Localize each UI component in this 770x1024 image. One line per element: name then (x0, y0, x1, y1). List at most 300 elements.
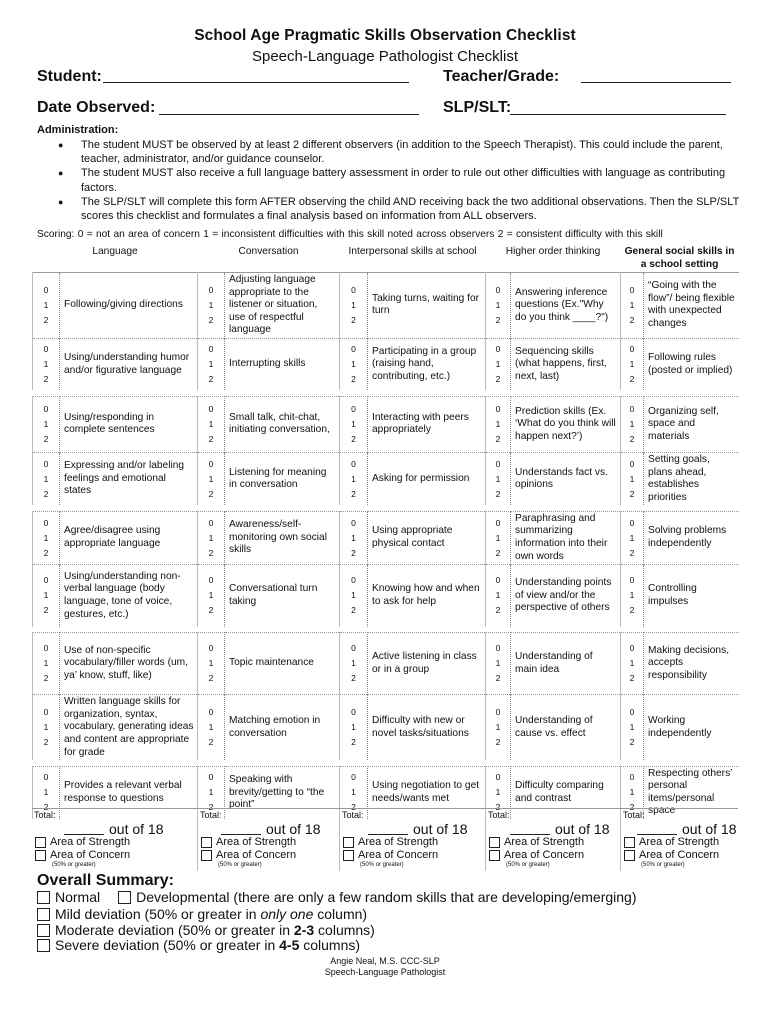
score-options[interactable] (33, 565, 60, 627)
administration-item: ● The SLP/SLT will complete this form AFTER observing the child AND receiving back the two additional observations. Then the SLP/SLT scores this checklist and formulates a final analysis based on information from ALL observers. (58, 195, 740, 223)
area-of-strength-option[interactable]: Area of Strength (201, 836, 296, 848)
score-option[interactable]: 2 (43, 314, 49, 325)
summary-row-normal-developmental: Normal Developmental (there are only a few random skills that are developing/emerging) (37, 889, 637, 905)
skill-description: Listening for meaning in conversation (225, 452, 340, 505)
score-option[interactable]: 0 (351, 575, 356, 586)
score-option[interactable]: 2 (351, 547, 356, 558)
score-options[interactable] (33, 338, 60, 390)
score-option[interactable]: 0 (351, 458, 356, 469)
score-option[interactable]: 0 (495, 772, 501, 783)
score-option[interactable]: 0 (43, 575, 49, 586)
skill-description: Setting goals, plans ahead, establishes priorities (644, 452, 739, 505)
score-options[interactable] (33, 452, 60, 505)
score-option[interactable]: 1 (208, 473, 214, 484)
area-of-concern-option[interactable]: Area of Concern (201, 849, 296, 861)
score-option[interactable]: 1 (629, 658, 635, 669)
score-option[interactable]: 1 (351, 787, 356, 798)
column-header-language: Language (92, 246, 138, 257)
score-option[interactable]: 1 (351, 359, 356, 370)
score-option[interactable]: 0 (351, 707, 356, 718)
score-option[interactable]: 0 (495, 403, 501, 414)
score-option[interactable]: 2 (495, 737, 501, 748)
skill-description: Understanding of cause vs. effect (511, 695, 621, 760)
total-label: Total: (623, 810, 645, 820)
score-option[interactable]: 1 (495, 658, 501, 669)
score-option[interactable]: 1 (629, 590, 635, 601)
scoring-legend: Scoring: 0 = not an area of concern 1 = inconsistent difficulties with this skill noted across observers 2 = consistent difficulty with this skill (37, 229, 663, 240)
slp-slt-label: SLP/SLT: (443, 99, 512, 116)
score-options[interactable] (621, 511, 644, 564)
score-option[interactable]: 0 (495, 344, 501, 355)
score-options[interactable] (198, 273, 225, 339)
score-options[interactable] (486, 452, 511, 505)
skill-description: Understanding points of view and/or the perspective of others (511, 565, 621, 627)
skill-description: Following/giving directions (60, 273, 198, 339)
score-option[interactable]: 1 (495, 722, 501, 733)
score-option[interactable]: 0 (43, 458, 49, 469)
score-option[interactable]: 1 (208, 299, 214, 310)
score-option[interactable]: 2 (351, 314, 356, 325)
date-observed-field[interactable] (159, 114, 419, 115)
score-option[interactable]: 0 (495, 517, 501, 528)
score-option[interactable]: 0 (495, 643, 501, 654)
score-options[interactable] (486, 695, 511, 760)
score-option[interactable]: 2 (208, 737, 214, 748)
score-option[interactable]: 2 (351, 802, 356, 813)
score-option[interactable]: 0 (208, 284, 214, 295)
administration-item: ● The student MUST be observed by at least 2 different observers (in addition to the Speech Therapist). This could include the parent, teacher, administrator, and/or guidance counselor. (58, 139, 723, 166)
skill-description: Making decisions, accepts responsibility (644, 633, 739, 695)
score-option[interactable]: 1 (351, 590, 356, 601)
score-option[interactable]: 0 (351, 517, 356, 528)
score-option[interactable]: 2 (43, 737, 49, 748)
score-option[interactable]: 0 (43, 403, 49, 414)
strength-checkbox[interactable] (624, 837, 635, 848)
score-option[interactable]: 2 (629, 547, 635, 558)
score-options[interactable] (621, 396, 644, 452)
strength-checkbox[interactable] (201, 837, 212, 848)
total-score-field[interactable] (637, 823, 677, 835)
score-option[interactable]: 1 (208, 359, 214, 370)
score-option[interactable]: 0 (208, 643, 214, 654)
score-option[interactable]: 1 (629, 787, 635, 798)
score-option[interactable]: 0 (351, 344, 356, 355)
total-score-field[interactable] (368, 823, 408, 835)
score-option[interactable]: 0 (208, 772, 214, 783)
score-option[interactable]: 2 (208, 488, 214, 499)
score-options[interactable] (621, 273, 644, 339)
area-of-concern-option[interactable]: Area of Concern (489, 849, 584, 861)
score-option[interactable]: 2 (351, 374, 356, 385)
skill-description: Small talk, chit-chat, initiating conversation, (225, 396, 340, 452)
skill-description: Using/responding in complete sentences (60, 396, 198, 452)
score-options[interactable] (33, 633, 60, 695)
score-option[interactable]: 2 (43, 488, 49, 499)
score-option[interactable]: 1 (495, 299, 501, 310)
checklist-row (33, 565, 739, 627)
date-observed-label: Date Observed: (37, 99, 156, 116)
score-options[interactable] (340, 396, 368, 452)
skills-checklist-table (32, 245, 739, 819)
score-option[interactable]: 0 (43, 707, 49, 718)
score-option[interactable]: 0 (43, 517, 49, 528)
score-option[interactable]: 0 (43, 772, 49, 783)
score-option[interactable]: 2 (208, 433, 214, 444)
score-option[interactable]: 0 (495, 575, 501, 586)
score-option[interactable]: 1 (208, 658, 214, 669)
mild-deviation-checkbox[interactable] (37, 908, 50, 921)
score-options[interactable] (486, 273, 511, 339)
strength-checkbox[interactable] (343, 837, 354, 848)
score-options[interactable] (198, 633, 225, 695)
skill-description: Speaking with brevity/getting to “the point” (225, 766, 340, 819)
score-options[interactable] (340, 565, 368, 627)
score-option[interactable]: 0 (495, 458, 501, 469)
score-option[interactable]: 2 (351, 433, 356, 444)
score-option[interactable]: 2 (629, 802, 635, 813)
total-score: out of 18 (637, 821, 737, 837)
slp-slt-field[interactable] (510, 114, 726, 115)
skill-description: Understanding of main idea (511, 633, 621, 695)
score-options[interactable] (198, 452, 225, 505)
total-column (197, 809, 339, 871)
total-score-field[interactable] (64, 823, 104, 835)
score-option[interactable]: 0 (629, 772, 635, 783)
concern-checkbox[interactable] (201, 850, 212, 861)
total-score: out of 18 (510, 821, 610, 837)
developmental-checkbox[interactable] (118, 891, 131, 904)
score-option[interactable]: 1 (208, 418, 214, 429)
page-title: School Age Pragmatic Skills Observation Checklist (194, 27, 576, 44)
score-option[interactable]: 2 (208, 374, 214, 385)
score-option[interactable]: 1 (629, 299, 635, 310)
severe-deviation-checkbox[interactable] (37, 939, 50, 952)
score-option[interactable]: 0 (351, 643, 356, 654)
score-option[interactable]: 0 (208, 344, 214, 355)
skill-description: Solving problems independently (644, 511, 739, 564)
total-score: out of 18 (221, 821, 321, 837)
score-option[interactable]: 2 (495, 433, 501, 444)
skill-description: Respecting others’ personal items/personal space (644, 766, 739, 819)
summary-row-mild: Mild deviation (50% or greater in only one column) (37, 906, 367, 922)
score-options[interactable] (340, 338, 368, 390)
score-option[interactable]: 2 (495, 314, 501, 325)
score-option[interactable]: 1 (208, 722, 214, 733)
skill-description: Using negotiation to get needs/wants met (368, 766, 486, 819)
score-options[interactable] (33, 695, 60, 760)
checklist-body (33, 273, 739, 820)
score-option[interactable]: 1 (43, 299, 49, 310)
student-field[interactable] (103, 82, 409, 83)
score-option[interactable]: 2 (629, 737, 635, 748)
score-option[interactable]: 2 (495, 605, 501, 616)
total-label: Total: (488, 810, 510, 820)
score-option[interactable]: 0 (351, 284, 356, 295)
concern-threshold-note: (50% or greater) (360, 862, 404, 868)
score-option[interactable]: 0 (629, 517, 635, 528)
score-options[interactable] (33, 273, 60, 339)
score-option[interactable]: 1 (351, 473, 356, 484)
skill-description: Matching emotion in conversation (225, 695, 340, 760)
score-option[interactable]: 0 (629, 344, 635, 355)
score-options[interactable] (340, 633, 368, 695)
strength-checkbox[interactable] (489, 837, 500, 848)
score-option[interactable]: 1 (495, 359, 501, 370)
strength-checkbox[interactable] (35, 837, 46, 848)
concern-checkbox[interactable] (35, 850, 46, 861)
total-score-field[interactable] (510, 823, 550, 835)
score-options[interactable] (198, 338, 225, 390)
skill-description: Sequencing skills (what happens, first, next, last) (511, 338, 621, 390)
skill-description: Interrupting skills (225, 338, 340, 390)
area-of-concern-option[interactable]: Area of Concern (624, 849, 719, 861)
score-option[interactable]: 0 (629, 643, 635, 654)
score-option[interactable]: 0 (495, 707, 501, 718)
footer-role: Speech-Language Pathologist (324, 967, 446, 977)
score-option[interactable]: 2 (629, 605, 635, 616)
total-column (620, 809, 738, 871)
administration-heading: Administration: (37, 124, 119, 136)
skill-description: Difficulty with new or novel tasks/situations (368, 695, 486, 760)
score-option[interactable]: 1 (495, 787, 501, 798)
score-option[interactable]: 2 (43, 673, 49, 684)
student-label: Student: (37, 68, 102, 85)
score-options[interactable] (486, 396, 511, 452)
score-option[interactable]: 1 (629, 359, 635, 370)
score-option[interactable]: 1 (495, 590, 501, 601)
skill-description: Using/understanding non-verbal language (body language, tone of voice, gestures, etc.) (60, 565, 198, 627)
area-of-strength-option[interactable]: Area of Strength (489, 836, 584, 848)
score-option[interactable]: 0 (629, 458, 635, 469)
score-option[interactable]: 1 (629, 473, 635, 484)
score-option[interactable]: 0 (629, 284, 635, 295)
checklist-row (33, 338, 739, 390)
skill-description: Prediction skills (Ex. ‘What do you think will happen next?’) (511, 396, 621, 452)
concern-checkbox[interactable] (489, 850, 500, 861)
score-option[interactable]: 1 (43, 418, 49, 429)
column-header-interpersonal: Interpersonal skills at school (348, 246, 477, 257)
total-label: Total: (200, 810, 222, 820)
score-option[interactable]: 1 (495, 473, 501, 484)
skill-description: Adjusting language appropriate to the listener or situation, use of respectful language (225, 273, 340, 339)
skill-description: Following rules (posted or implied) (644, 338, 739, 390)
score-option[interactable]: 2 (208, 314, 214, 325)
area-of-strength-option[interactable]: Area of Strength (624, 836, 719, 848)
score-option[interactable]: 2 (43, 433, 49, 444)
administration-list (58, 138, 748, 223)
skill-description: Topic maintenance (225, 633, 340, 695)
score-option[interactable]: 2 (629, 433, 635, 444)
score-option[interactable]: 1 (43, 359, 49, 370)
skill-description: Interacting with peers appropriately (368, 396, 486, 452)
score-option[interactable]: 1 (351, 532, 356, 543)
concern-threshold-note: (50% or greater) (506, 862, 550, 868)
score-option[interactable]: 0 (43, 643, 49, 654)
score-option[interactable]: 2 (495, 374, 501, 385)
score-option[interactable]: 2 (351, 488, 356, 499)
bullet-icon: ● (58, 168, 64, 179)
score-options[interactable] (486, 633, 511, 695)
skill-description: Written language skills for organization, syntax, vocabulary, generating ideas and content are appropriate for grade (60, 695, 198, 760)
score-options[interactable] (198, 695, 225, 760)
score-option[interactable]: 0 (208, 707, 214, 718)
score-option[interactable]: 0 (629, 575, 635, 586)
score-options[interactable] (198, 511, 225, 564)
score-option[interactable]: 1 (351, 722, 356, 733)
score-option[interactable]: 1 (629, 418, 635, 429)
total-column (485, 809, 620, 871)
score-options[interactable] (621, 565, 644, 627)
concern-checkbox[interactable] (343, 850, 354, 861)
checklist-row (33, 273, 739, 339)
score-options[interactable] (340, 273, 368, 339)
skill-description: Paraphrasing and summarizing information into their own words (511, 511, 621, 564)
score-option[interactable]: 0 (43, 284, 49, 295)
score-option[interactable]: 2 (208, 673, 214, 684)
overall-summary-heading: Overall Summary: (37, 872, 174, 889)
score-options[interactable] (621, 633, 644, 695)
score-options[interactable] (486, 338, 511, 390)
score-options[interactable] (33, 396, 60, 452)
total-score-field[interactable] (221, 823, 261, 835)
score-options[interactable] (486, 511, 511, 564)
skill-description: Understands fact vs. opinions (511, 452, 621, 505)
teacher-grade-label: Teacher/Grade: (443, 68, 560, 85)
score-option[interactable]: 2 (351, 673, 356, 684)
score-option[interactable]: 2 (351, 737, 356, 748)
area-of-concern-option[interactable]: Area of Concern (343, 849, 438, 861)
score-option[interactable]: 2 (43, 374, 49, 385)
total-score: out of 18 (64, 821, 164, 837)
bullet-icon: ● (58, 196, 64, 207)
skill-description: Using appropriate physical contact (368, 511, 486, 564)
score-option[interactable]: 0 (351, 403, 356, 414)
score-option[interactable]: 0 (43, 344, 49, 355)
score-option[interactable]: 2 (495, 673, 501, 684)
skill-description: Answering inference questions (Ex."Why do you think ____?") (511, 273, 621, 339)
score-option[interactable]: 2 (208, 605, 214, 616)
score-options[interactable] (340, 511, 368, 564)
score-options[interactable] (621, 452, 644, 505)
page-subtitle: Speech-Language Pathologist Checklist (251, 48, 518, 65)
score-option[interactable]: 2 (495, 547, 501, 558)
skill-description: Organizing self, space and materials (644, 396, 739, 452)
score-option[interactable]: 2 (43, 605, 49, 616)
score-option[interactable]: 1 (208, 787, 214, 798)
column-header-conversation: Conversation (238, 246, 299, 257)
concern-checkbox[interactable] (624, 850, 635, 861)
checklist-row (33, 695, 739, 760)
normal-checkbox[interactable] (37, 891, 50, 904)
skill-description: Expressing and/or labeling feelings and emotional states (60, 452, 198, 505)
concern-threshold-note: (50% or greater) (52, 862, 96, 868)
column-header-general-social: General social skills in a school setting (624, 246, 735, 270)
skill-description: Use of non-specific vocabulary/filler words (um, ya’ know, stuff, like) (60, 633, 198, 695)
score-option[interactable]: 0 (208, 517, 214, 528)
score-option[interactable]: 1 (495, 418, 501, 429)
checklist-row (33, 633, 739, 695)
score-option[interactable]: 2 (629, 488, 635, 499)
skill-description: “Going with the flow”/ being flexible with unexpected changes (644, 273, 739, 339)
score-options[interactable] (33, 511, 60, 564)
bullet-icon: ● (58, 140, 64, 150)
score-option[interactable]: 2 (208, 547, 214, 558)
score-option[interactable]: 1 (351, 299, 356, 310)
skill-description: Using/understanding humor and/or figurative language (60, 338, 198, 390)
score-option[interactable]: 2 (495, 488, 501, 499)
area-of-strength-option[interactable]: Area of Strength (35, 836, 130, 848)
score-option[interactable]: 2 (43, 802, 49, 813)
moderate-deviation-checkbox[interactable] (37, 924, 50, 937)
score-option[interactable]: 0 (208, 458, 214, 469)
total-label: Total: (34, 810, 56, 820)
total-label: Total: (342, 810, 364, 820)
score-options[interactable] (486, 565, 511, 627)
totals-section (32, 808, 738, 870)
skill-description: Provides a relevant verbal response to questions (60, 766, 198, 819)
score-option[interactable]: 0 (629, 403, 635, 414)
score-option[interactable]: 1 (43, 473, 49, 484)
score-option[interactable]: 1 (351, 658, 356, 669)
score-option[interactable]: 1 (495, 532, 501, 543)
skill-description: Knowing how and when to ask for help (368, 565, 486, 627)
score-options[interactable] (198, 396, 225, 452)
score-option[interactable]: 2 (495, 802, 501, 813)
summary-row-moderate: Moderate deviation (50% or greater in 2-3 columns) (37, 922, 375, 938)
score-option[interactable]: 0 (208, 575, 214, 586)
checklist-row (33, 452, 739, 505)
score-option[interactable]: 1 (43, 722, 49, 733)
score-option[interactable]: 1 (43, 590, 49, 601)
score-option[interactable]: 1 (43, 787, 49, 798)
score-option[interactable]: 2 (351, 605, 356, 616)
score-option[interactable]: 1 (629, 722, 635, 733)
score-options[interactable] (340, 452, 368, 505)
skill-description: Conversational turn taking (225, 565, 340, 627)
score-options[interactable] (198, 565, 225, 627)
score-option[interactable]: 0 (208, 403, 214, 414)
skill-description: Active listening in class or in a group (368, 633, 486, 695)
score-option[interactable]: 1 (629, 532, 635, 543)
score-option[interactable]: 2 (629, 673, 635, 684)
area-of-concern-option[interactable]: Area of Concern (35, 849, 130, 861)
score-option[interactable]: 0 (629, 707, 635, 718)
score-option[interactable]: 2 (43, 547, 49, 558)
score-option[interactable]: 1 (351, 418, 356, 429)
score-options[interactable] (621, 338, 644, 390)
score-option[interactable]: 2 (208, 802, 214, 813)
footer-author: Angie Neal, M.S. CCC-SLP (330, 956, 440, 966)
administration-item: ● The student MUST also receive a full language battery assessment in order to rule out other difficulties with language as contributing factors. (58, 167, 726, 194)
score-option[interactable]: 1 (43, 658, 49, 669)
score-option[interactable]: 1 (208, 590, 214, 601)
score-option[interactable]: 2 (629, 314, 635, 325)
skill-description: Participating in a group (raising hand, contributing, etc.) (368, 338, 486, 390)
score-options[interactable] (621, 695, 644, 760)
score-option[interactable]: 1 (208, 532, 214, 543)
skill-description: Difficulty comparing and contrast (511, 766, 621, 819)
skill-description: Taking turns, waiting for turn (368, 273, 486, 339)
total-score: out of 18 (368, 821, 468, 837)
score-option[interactable]: 1 (43, 532, 49, 543)
score-option[interactable]: 0 (495, 284, 501, 295)
score-option[interactable]: 2 (629, 374, 635, 385)
teacher-grade-field[interactable] (581, 82, 731, 83)
score-options[interactable] (340, 695, 368, 760)
score-option[interactable]: 0 (351, 772, 356, 783)
area-of-strength-option[interactable]: Area of Strength (343, 836, 438, 848)
checklist-row (33, 511, 739, 564)
